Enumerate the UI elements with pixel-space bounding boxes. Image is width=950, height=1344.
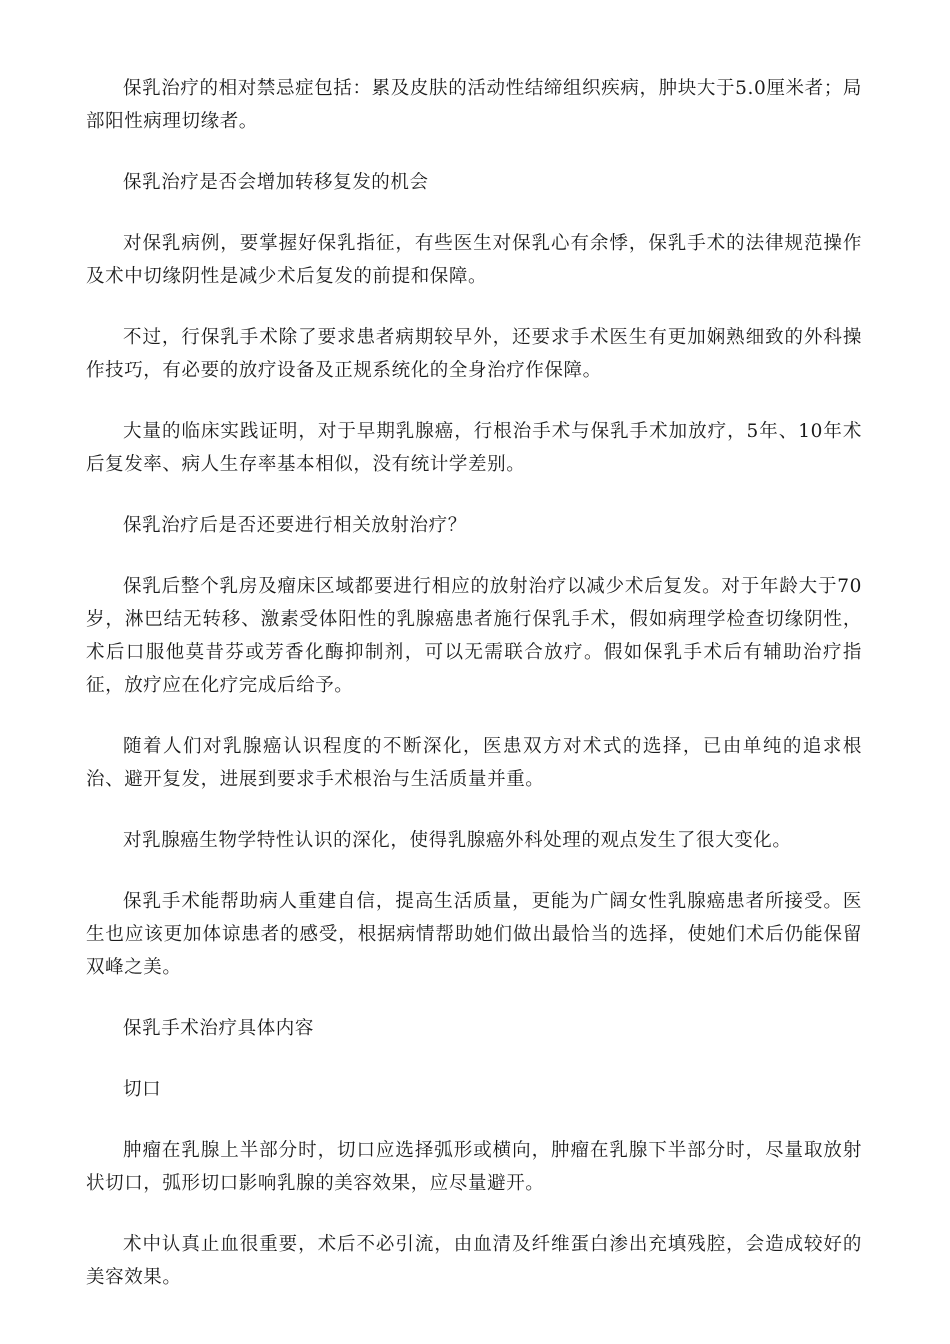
paragraph-hemostasis: 术中认真止血很重要，术后不必引流，由血清及纤维蛋白渗出充填残腔，会造成较好的美容效果。 <box>86 1234 862 1288</box>
heading-incision: 切口 <box>123 1079 162 1100</box>
heading-recurrence-question: 保乳治疗是否会增加转移复发的机会 <box>123 172 429 193</box>
heading-radiotherapy-question: 保乳治疗后是否还要进行相关放射治疗？ <box>123 515 467 536</box>
paragraph-incision: 肿瘤在乳腺上半部分时，切口应选择弧形或横向，肿瘤在乳腺下半部分时，尽量取放射状切口，弧形切口影响乳腺的美容效果，应尽量避开。 <box>86 1140 862 1194</box>
paragraph-contraindications: 保乳治疗的相对禁忌症包括：累及皮肤的活动性结缔组织疾病，肿块大于5.0厘米者；局部阳性病理切缘者。 <box>86 78 862 132</box>
paragraph-clinical-evidence: 大量的临床实践证明，对于早期乳腺癌，行根治手术与保乳手术加放疗，5年、10年术后复发率、病人生存率基本相似，没有统计学差别。 <box>86 421 862 475</box>
paragraph-radiotherapy: 保乳后整个乳房及瘤床区域都要进行相应的放射治疗以减少术后复发。对于年龄大于70岁，淋巴结无转移、激素受体阳性的乳腺癌患者施行保乳手术，假如病理学检查切缘阴性，术后口服他莫昔芬或芳香化酶抑制剂，可以无需联合放疗。假如保乳手术后有辅助治疗指征，放疗应在化疗完成后给予。 <box>86 576 862 696</box>
heading-surgery-details: 保乳手术治疗具体内容 <box>123 1018 315 1039</box>
paragraph-biology: 对乳腺癌生物学特性认识的深化，使得乳腺癌外科处理的观点发生了很大变化。 <box>123 830 792 851</box>
paragraph-surgery-choice: 随着人们对乳腺癌认识程度的不断深化，医患双方对术式的选择，已由单纯的追求根治、避开复发，进展到要求手术根治与生活质量并重。 <box>86 736 862 790</box>
paragraph-indications: 对保乳病例，要掌握好保乳指征，有些医生对保乳心有余悸，保乳手术的法律规范操作及术中切缘阴性是减少术后复发的前提和保障。 <box>86 233 862 287</box>
paragraph-surgeon-skill: 不过，行保乳手术除了要求患者病期较早外，还要求手术医生有更加娴熟细致的外科操作技巧，有必要的放疗设备及正规系统化的全身治疗作保障。 <box>86 327 862 381</box>
document-body <box>86 72 862 1322</box>
paragraph-confidence: 保乳手术能帮助病人重建自信，提高生活质量，更能为广阔女性乳腺癌患者所接受。医生也应该更加体谅患者的感受，根据病情帮助她们做出最恰当的选择，使她们术后仍能保留双峰之美。 <box>86 891 862 978</box>
